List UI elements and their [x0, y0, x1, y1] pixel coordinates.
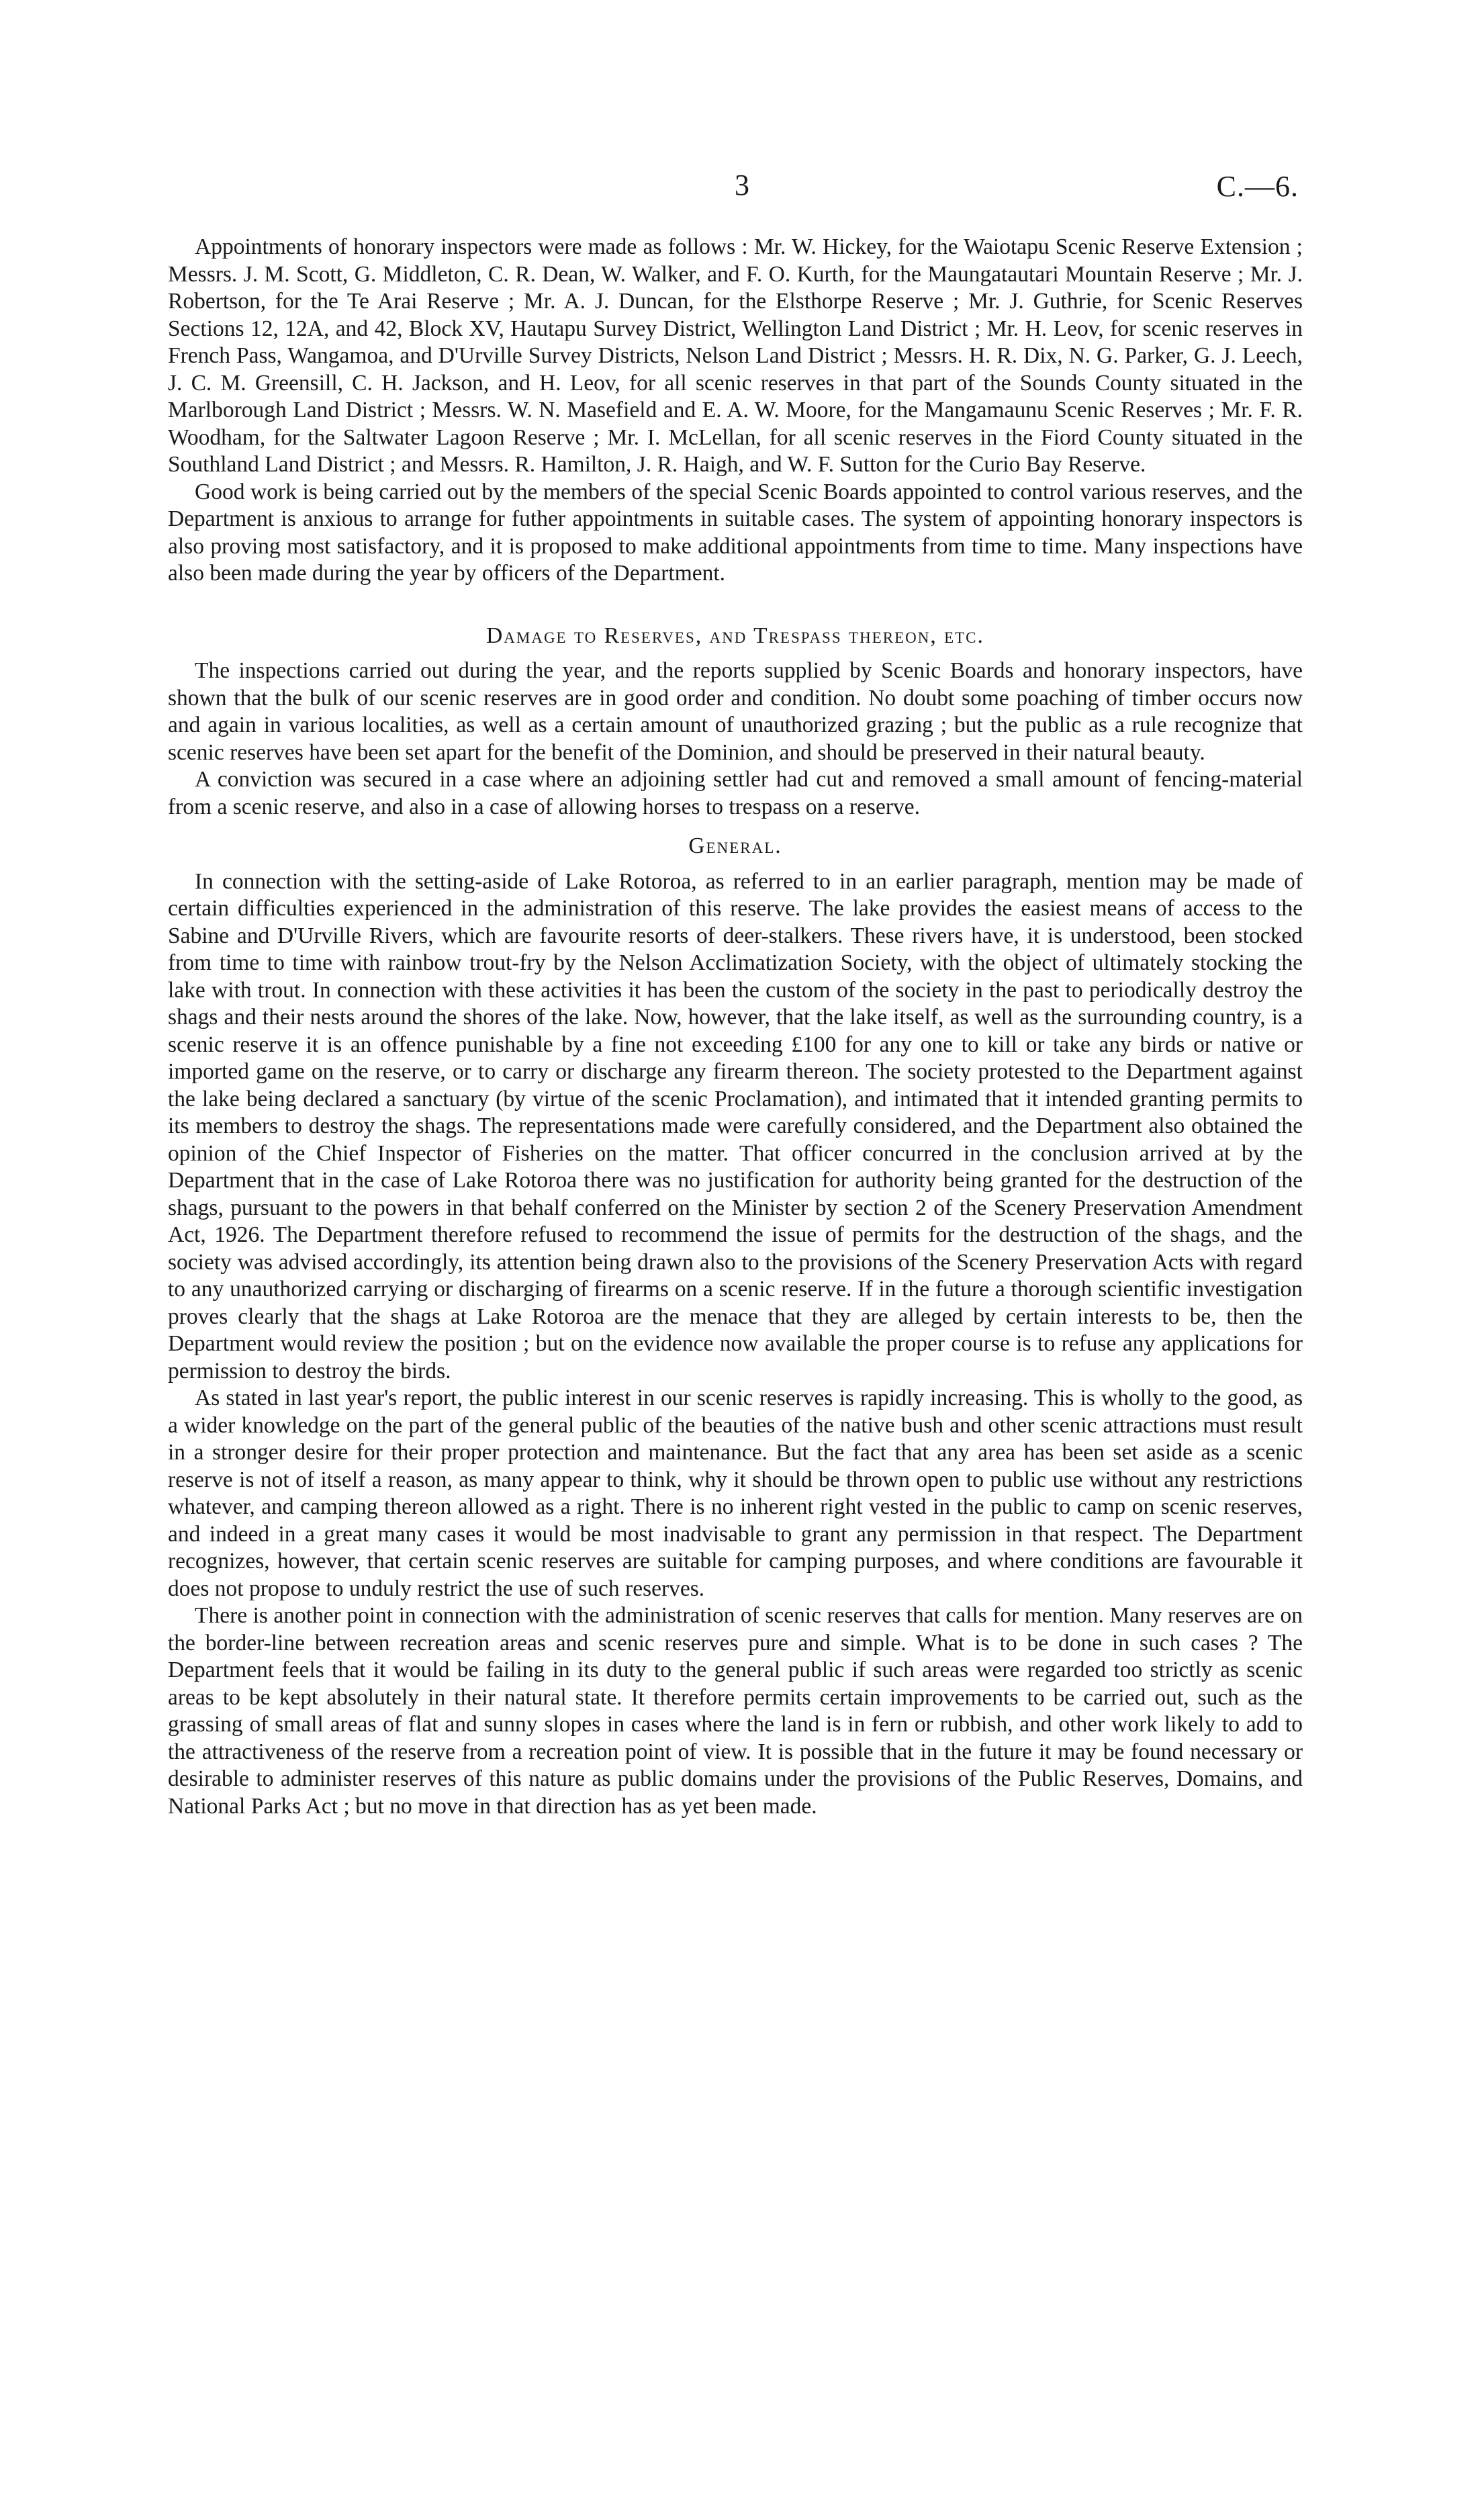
heading-damage-to-reserves: Damage to Reserves, and Trespass thereon, etc.	[486, 623, 984, 648]
section-gap	[168, 821, 1303, 833]
paragraph-lake-rotoroa: In connection with the setting-aside of Lake Rotoroa, as referred to in an earlier paragraph, mention may be made of certain difficulties experienced in the administration of this reserve. The lake provides the easiest means of access to the Sabine and D'Urville Rivers, which are favourite resorts of deer-stalkers. These rivers have, it is understood, been stocked from time to time with rainbow trout-fry by the Nelson Acclimatization Society, with the object of ultimately stocking the lake with trout. In connection with these activities it has been the custom of the society in the past to periodically destroy the shags and their nests around the shores of the lake. Now, however, that the lake itself, as well as the surrounding country, is a scenic reserve it is an offence punishable by a fine not exceeding £100 for any one to kill or take any birds or native or imported game on the reserve, or to carry or discharge any firearm thereon. The society protested to the Department against the lake being declared a sanctuary (by virtue of the scenic Proclamation), and intimated that it intended granting permits to its members to destroy the shags. The representations made were carefully considered, and the Department also obtained the opinion of the Chief Inspector of Fisheries on the matter. That officer concurred in the conclusion arrived at by the Department that in the case of Lake Rotoroa there was no justification for authority being granted for the destruction of the shags, pursuant to the powers in that behalf conferred on the Minister by section 2 of the Scenery Preservation Amendment Act, 1926. The Department therefore refused to recommend the issue of permits for the destruction of the shags, and the society was advised accordingly, its attention being drawn also to the provisions of the Scenery Preservation Acts with regard to any unauthorized carrying or discharging of firearms on a scenic reserve. If in the future a thorough scientific investigation proves clearly that the shags at Lake Rotoroa are the menace that they are alleged by certain interests to be, then the Department would review the position ; but on the evidence now available the proper course is to refuse any applications for permission to destroy the birds.	[168, 868, 1303, 1383]
page-number: 3	[735, 169, 749, 201]
paragraph-recreation-areas: There is another point in connection with the administration of scenic reserves that calls for mention. Many reserves are on the border-line between recreation areas and scenic reserves pure and simple. What is to be done in such cases ? The Department feels that it would be failing in its duty to the general public if such areas were regarded too strictly as scenic areas to be kept absolutely in their natural state. It therefore permits certain improvements to be carried out, such as the grassing of small areas of flat and sunny slopes in cases where the land is in fern or rubbish, and other work likely to add to the attractiveness of the reserve from a recreation point of view. It is possible that in the future it may be found necessary or desirable to administer reserves of this nature as public domains under the provisions of the Public Reserves, Domains, and National Parks Act ; but no move in that direction has as yet been made.	[168, 1603, 1303, 1819]
section-gap	[168, 588, 1303, 623]
document-code: C.—6.	[1216, 170, 1299, 203]
heading-gap	[168, 649, 1303, 657]
heading-general: General.	[688, 833, 782, 858]
paragraph-inspections: The inspections carried out during the year, and the reports supplied by Scenic Boards and honorary inspectors, have shown that the bulk of our scenic reserves are in good order and condition. No doubt some poaching of timber occurs now and again in various localities, as well as a certain amount of unauthorized grazing ; but the public as a rule recognize that scenic reserves have been set apart for the benefit of the Dominion, and should be preserved in their natural beauty.	[168, 658, 1303, 765]
paragraph-scenic-boards: Good work is being carried out by the members of the special Scenic Boards appointed to control various reserves, and the Department is anxious to arrange for futher appointments in suitable cases. The system of appointing honorary inspectors is also proving most satisfactory, and it is proposed to make additional appointments from time to time. Many inspections have also been made during the year by officers of the Department.	[168, 479, 1303, 586]
paragraph-public-interest: As stated in last year's report, the public interest in our scenic reserves is rapidly increasing. This is wholly to the good, as a wider knowledge on the part of the general public of the beauties of the native bush and other scenic attractions must result in a stronger desire for their proper protection and maintenance. But the fact that any area has been set aside as a scenic reserve is not of itself a reason, as many appear to think, why it should be thrown open to public use without any restrictions whatever, and camping thereon allowed as a right. There is no inherent right vested in the public to camp on scenic reserves, and indeed in a great many cases it would be most inadvisable to grant any permission in that respect. The Department recognizes, however, that certain scenic reserves are suitable for camping purposes, and where conditions are favourable it does not propose to unduly restrict the use of such reserves.	[168, 1385, 1303, 1601]
document-body	[168, 234, 1303, 1820]
paragraph-conviction: A conviction was secured in a case where an adjoining settler had cut and removed a small amount of fencing-material from a scenic reserve, and also in a case of allowing horses to trespass on a reserve.	[168, 767, 1303, 819]
heading-gap	[168, 860, 1303, 868]
paragraph-honorary-inspectors: Appointments of honorary inspectors were made as follows : Mr. W. Hickey, for the Waiotapu Scenic Reserve Extension ; Messrs. J. M. Scott, G. Middleton, C. R. Dean, W. Walker, and F. O. Kurth, for the Maungatautari Mountain Reserve ; Mr. J. Robertson, for the Te Arai Reserve ; Mr. A. J. Duncan, for the Elsthorpe Reserve ; Mr. J. Guthrie, for Scenic Reserves Sections 12, 12A, and 42, Block XV, Hautapu Survey District, Wellington Land District ; Mr. H. Leov, for scenic reserves in French Pass, Wangamoa, and D'Urville Survey Districts, Nelson Land District ; Messrs. H. R. Dix, N. G. Parker, G. J. Leech, J. C. M. Greensill, C. H. Jackson, and H. Leov, for all scenic reserves in that part of the Sounds County situated in the Marlborough Land District ; Messrs. W. N. Masefield and E. A. W. Moore, for the Mangamaunu Scenic Reserves ; Mr. F. R. Woodham, for the Saltwater Lagoon Reserve ; Mr. I. McLellan, for all scenic reserves in the Fiord County situated in the Southland Land District ; and Messrs. R. Hamilton, J. R. Haigh, and W. F. Sutton for the Curio Bay Reserve.	[168, 234, 1303, 477]
